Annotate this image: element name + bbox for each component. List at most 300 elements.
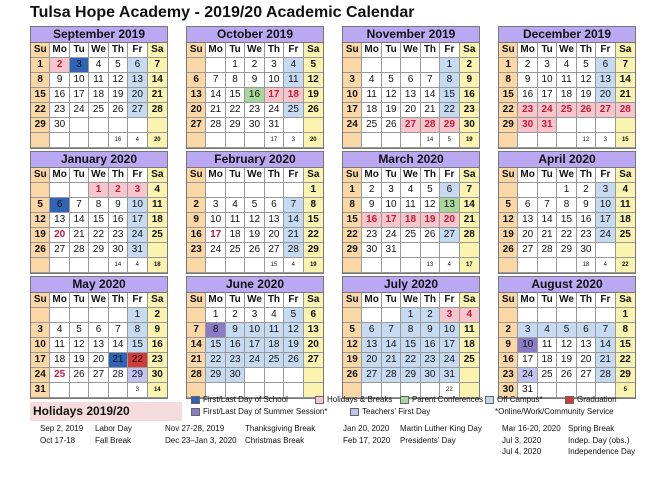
day-cell: 10	[265, 73, 284, 88]
day-cell: 1	[304, 183, 323, 198]
day-cell	[70, 133, 89, 148]
day-cell	[538, 183, 557, 198]
day-cell: 7	[70, 198, 89, 213]
day-cell: 3	[538, 58, 557, 73]
day-cell: 23	[148, 353, 167, 368]
day-cell: 27	[401, 118, 420, 133]
day-cell: 19	[557, 353, 576, 368]
day-cell: 20	[187, 103, 206, 118]
day-cell: 5	[421, 183, 440, 198]
day-cell: 11	[460, 323, 479, 338]
day-cell: 22	[128, 353, 147, 368]
day-cell: 24	[382, 228, 401, 243]
day-cell: 28	[460, 228, 479, 243]
month-title: December 2019	[499, 27, 635, 43]
day-cell	[109, 118, 128, 133]
day-cell: 26	[577, 103, 596, 118]
day-cell: 13	[304, 323, 323, 338]
weekday-header: Th	[265, 168, 284, 183]
holiday-date: Jul 3, 2020	[502, 436, 542, 445]
day-cell	[557, 118, 576, 133]
day-cell: 16	[577, 213, 596, 228]
day-cell	[343, 258, 362, 273]
day-cell: 24	[538, 103, 557, 118]
day-cell: 9	[148, 323, 167, 338]
day-count: 3	[128, 383, 147, 398]
holiday-date: Nov 27-28, 2019	[165, 424, 225, 433]
day-cell: 15	[226, 88, 245, 103]
month-title: July 2020	[343, 277, 479, 293]
day-cell: 9	[50, 73, 69, 88]
day-cell: 10	[596, 198, 615, 213]
weekday-header: We	[557, 168, 576, 183]
day-cell	[596, 243, 615, 258]
weekday-header: Tu	[226, 168, 245, 183]
day-cell: 18	[557, 88, 576, 103]
day-cell: 11	[401, 198, 420, 213]
day-cell: 12	[382, 88, 401, 103]
day-cell	[31, 258, 50, 273]
day-cell	[245, 183, 264, 198]
weekday-header: Mo	[518, 43, 537, 58]
day-cell: 21	[616, 88, 635, 103]
day-cell: 7	[616, 58, 635, 73]
weekday-header: Fr	[128, 43, 147, 58]
weekday-header: Su	[187, 168, 206, 183]
day-cell: 19	[421, 213, 440, 228]
day-cell: 16	[421, 338, 440, 353]
day-cell	[499, 183, 518, 198]
day-cell: 31	[538, 118, 557, 133]
day-cell: 6	[401, 73, 420, 88]
day-cell: 4	[362, 73, 381, 88]
day-cell: 19	[499, 228, 518, 243]
day-cell: 30	[362, 243, 381, 258]
day-cell: 18	[89, 88, 108, 103]
day-cell: 17	[518, 353, 537, 368]
month-title: January 2020	[31, 152, 167, 168]
day-cell: 28	[538, 243, 557, 258]
day-cell: 16	[226, 338, 245, 353]
weekday-header: Mo	[362, 293, 381, 308]
day-cell: 22	[616, 353, 635, 368]
day-cell: 17	[343, 103, 362, 118]
day-cell: 22	[31, 103, 50, 118]
holiday-date: Mar 16-20, 2020	[502, 424, 561, 433]
day-cell	[518, 308, 537, 323]
weekday-header: We	[401, 43, 420, 58]
weekday-header: Su	[31, 43, 50, 58]
day-cell: 4	[148, 183, 167, 198]
day-cell: 12	[109, 73, 128, 88]
weekday-header: Th	[577, 43, 596, 58]
day-cell: 23	[421, 353, 440, 368]
day-cell: 24	[440, 353, 459, 368]
day-cell: 14	[70, 213, 89, 228]
day-cell: 26	[499, 243, 518, 258]
day-cell: 22	[206, 353, 225, 368]
day-cell: 27	[304, 353, 323, 368]
day-cell: 21	[70, 228, 89, 243]
legend-label: *Online/Work/Community Service	[495, 407, 614, 416]
day-cell: 29	[401, 368, 420, 383]
day-cell: 19	[284, 338, 303, 353]
day-cell: 7	[421, 73, 440, 88]
day-cell: 12	[70, 338, 89, 353]
day-cell: 22	[499, 103, 518, 118]
day-cell: 18	[265, 338, 284, 353]
month-october-2019	[186, 26, 324, 149]
day-cell	[499, 258, 518, 273]
day-cell: 1	[616, 308, 635, 323]
day-cell: 20	[596, 88, 615, 103]
day-cell: 27	[89, 368, 108, 383]
day-cell: 1	[128, 308, 147, 323]
day-cell: 12	[284, 323, 303, 338]
day-cell: 29	[128, 368, 147, 383]
day-cell: 23	[518, 103, 537, 118]
weekday-header: Su	[187, 293, 206, 308]
day-cell: 13	[362, 338, 381, 353]
day-cell	[401, 243, 420, 258]
weekday-header: Tu	[382, 293, 401, 308]
day-cell: 24	[206, 243, 225, 258]
day-count: 12	[577, 133, 596, 148]
day-cell: 14	[616, 73, 635, 88]
day-cell: 17	[538, 88, 557, 103]
holiday-date: Feb 17, 2020	[343, 436, 391, 445]
day-cell: 14	[382, 338, 401, 353]
day-cell: 14	[284, 213, 303, 228]
day-cell: 6	[577, 323, 596, 338]
day-cell: 7	[206, 73, 225, 88]
day-cell: 11	[362, 88, 381, 103]
day-cell: 24	[128, 228, 147, 243]
day-cell: 30	[577, 243, 596, 258]
month-grid	[343, 168, 479, 273]
day-cell: 24	[70, 103, 89, 118]
month-may-2020	[30, 276, 168, 399]
day-cell: 9	[460, 73, 479, 88]
day-cell: 23	[245, 103, 264, 118]
day-cell: 6	[89, 323, 108, 338]
day-cell	[343, 133, 362, 148]
day-cell: 6	[362, 323, 381, 338]
day-cell: 10	[245, 323, 264, 338]
day-cell	[265, 368, 284, 383]
day-cell: 22	[89, 228, 108, 243]
legend-label: First/Last Day of Summer Session*	[203, 407, 328, 416]
day-cell: 26	[557, 368, 576, 383]
day-cell	[362, 58, 381, 73]
day-count: 18	[148, 258, 167, 273]
day-cell: 17	[245, 338, 264, 353]
weekday-header: Fr	[128, 168, 147, 183]
day-cell: 13	[265, 213, 284, 228]
day-cell: 20	[518, 228, 537, 243]
day-cell: 20	[304, 338, 323, 353]
day-cell: 13	[518, 213, 537, 228]
day-cell	[109, 308, 128, 323]
day-count: 5	[440, 133, 459, 148]
day-cell: 2	[577, 183, 596, 198]
weekday-header: Th	[109, 293, 128, 308]
month-title: October 2019	[187, 27, 323, 43]
day-count: 15	[265, 258, 284, 273]
day-cell: 12	[557, 338, 576, 353]
weekday-header: Th	[577, 168, 596, 183]
weekday-header: Mo	[518, 293, 537, 308]
day-cell: 6	[50, 198, 69, 213]
day-cell: 12	[245, 213, 264, 228]
month-title: June 2020	[187, 277, 323, 293]
day-cell: 22	[557, 228, 576, 243]
day-cell: 29	[206, 368, 225, 383]
day-cell: 27	[577, 368, 596, 383]
month-grid	[31, 293, 167, 398]
day-cell: 25	[50, 368, 69, 383]
month-december-2019	[498, 26, 636, 149]
month-grid	[343, 43, 479, 148]
day-cell	[382, 58, 401, 73]
day-cell: 16	[50, 88, 69, 103]
holiday-name: Indep. Day (obs.)	[568, 436, 630, 445]
month-title: April 2020	[499, 152, 635, 168]
day-cell: 19	[70, 353, 89, 368]
holiday-date: Dec 23–Jan 3, 2020	[165, 436, 237, 445]
day-cell: 29	[343, 243, 362, 258]
day-cell	[304, 368, 323, 383]
weekday-header: Sa	[460, 43, 479, 58]
day-cell: 4	[401, 183, 420, 198]
day-cell: 14	[109, 338, 128, 353]
holiday-name: Labor Day	[95, 424, 132, 433]
day-cell: 26	[304, 103, 323, 118]
weekday-header: Mo	[50, 43, 69, 58]
legend-first-last	[191, 395, 288, 404]
weekday-header: Mo	[206, 168, 225, 183]
day-cell: 8	[31, 73, 50, 88]
weekday-header: Sa	[304, 293, 323, 308]
day-count: 17	[265, 133, 284, 148]
day-cell	[89, 308, 108, 323]
legend-label: Holidays & Breaks	[327, 395, 393, 404]
day-cell: 26	[245, 243, 264, 258]
day-cell: 20	[128, 88, 147, 103]
weekday-header: Fr	[128, 293, 147, 308]
day-cell: 10	[343, 88, 362, 103]
day-cell	[89, 118, 108, 133]
day-cell: 20	[440, 213, 459, 228]
day-cell: 17	[206, 228, 225, 243]
month-grid	[343, 293, 479, 398]
day-cell	[460, 243, 479, 258]
day-count: 15	[616, 133, 635, 148]
day-cell: 2	[109, 183, 128, 198]
day-cell: 28	[148, 103, 167, 118]
month-title: March 2020	[343, 152, 479, 168]
day-cell: 4	[89, 58, 108, 73]
day-cell: 20	[265, 228, 284, 243]
day-cell: 2	[499, 323, 518, 338]
holiday-date: Jul 4, 2020	[502, 447, 542, 456]
day-cell: 2	[245, 58, 264, 73]
day-cell: 27	[50, 243, 69, 258]
day-cell: 4	[616, 183, 635, 198]
day-cell: 9	[226, 323, 245, 338]
day-cell: 16	[362, 213, 381, 228]
day-cell: 5	[109, 58, 128, 73]
day-cell: 26	[109, 103, 128, 118]
day-cell: 5	[304, 58, 323, 73]
day-cell: 11	[265, 323, 284, 338]
weekday-header: Mo	[50, 168, 69, 183]
day-cell	[187, 258, 206, 273]
weekday-header: Th	[421, 293, 440, 308]
day-cell: 21	[538, 228, 557, 243]
day-cell: 2	[362, 183, 381, 198]
weekday-header: Tu	[382, 168, 401, 183]
day-cell	[382, 308, 401, 323]
day-cell: 5	[31, 198, 50, 213]
weekday-header: Su	[343, 293, 362, 308]
day-cell	[187, 58, 206, 73]
day-cell: 24	[245, 353, 264, 368]
weekday-header: Sa	[616, 293, 635, 308]
day-cell: 16	[460, 88, 479, 103]
day-count: 4	[128, 133, 147, 148]
day-cell: 21	[187, 353, 206, 368]
day-cell: 12	[31, 213, 50, 228]
weekday-header: Th	[265, 43, 284, 58]
day-cell	[304, 118, 323, 133]
day-cell: 1	[206, 308, 225, 323]
day-cell: 28	[616, 103, 635, 118]
day-cell: 3	[245, 308, 264, 323]
day-cell: 6	[304, 308, 323, 323]
day-cell: 3	[518, 323, 537, 338]
day-cell: 16	[499, 353, 518, 368]
day-cell: 8	[616, 323, 635, 338]
legend-graduation	[565, 395, 617, 404]
day-cell: 5	[577, 58, 596, 73]
day-cell: 23	[226, 353, 245, 368]
day-cell	[187, 183, 206, 198]
day-cell	[362, 308, 381, 323]
day-cell: 11	[148, 198, 167, 213]
day-cell: 12	[577, 73, 596, 88]
day-cell: 11	[538, 338, 557, 353]
weekday-header: Fr	[284, 293, 303, 308]
weekday-header: We	[245, 168, 264, 183]
day-cell: 8	[226, 73, 245, 88]
day-cell: 25	[89, 103, 108, 118]
day-cell: 29	[557, 243, 576, 258]
day-cell: 1	[31, 58, 50, 73]
weekday-header: Mo	[206, 293, 225, 308]
day-cell: 18	[460, 338, 479, 353]
day-cell	[343, 58, 362, 73]
day-cell: 23	[187, 243, 206, 258]
legend-label: Parent Conferences	[412, 395, 484, 404]
day-cell	[362, 258, 381, 273]
day-cell	[401, 58, 420, 73]
day-cell: 16	[187, 228, 206, 243]
day-cell: 4	[460, 308, 479, 323]
day-cell	[538, 308, 557, 323]
day-cell: 17	[596, 213, 615, 228]
holiday-name: Thanksgiving Break	[245, 424, 316, 433]
day-cell: 28	[284, 243, 303, 258]
day-cell: 30	[421, 368, 440, 383]
weekday-header: Mo	[362, 168, 381, 183]
month-title: February 2020	[187, 152, 323, 168]
weekday-header: Fr	[440, 168, 459, 183]
day-cell: 18	[401, 213, 420, 228]
page-title: Tulsa Hope Academy - 2019/20 Academic Calendar	[30, 4, 415, 21]
weekday-header: Su	[499, 168, 518, 183]
legend-note	[495, 407, 614, 416]
day-cell: 11	[557, 73, 576, 88]
weekday-header: We	[401, 293, 420, 308]
day-cell: 17	[128, 213, 147, 228]
day-cell	[206, 183, 225, 198]
day-cell: 18	[226, 228, 245, 243]
weekday-header: Su	[499, 43, 518, 58]
day-cell	[31, 183, 50, 198]
weekday-header: Mo	[518, 168, 537, 183]
day-cell: 4	[557, 58, 576, 73]
day-cell: 31	[31, 383, 50, 398]
day-cell: 31	[265, 118, 284, 133]
day-cell: 31	[382, 243, 401, 258]
holiday-name: Independence Day	[568, 447, 636, 456]
day-cell: 7	[538, 198, 557, 213]
day-cell: 21	[421, 103, 440, 118]
day-cell: 9	[421, 323, 440, 338]
day-cell	[557, 133, 576, 148]
weekday-header: We	[401, 168, 420, 183]
day-cell	[538, 133, 557, 148]
weekday-header: Tu	[70, 168, 89, 183]
day-cell: 15	[616, 338, 635, 353]
month-title: August 2020	[499, 277, 635, 293]
day-cell	[245, 368, 264, 383]
day-cell: 30	[109, 243, 128, 258]
holiday-name: Christmas Break	[245, 436, 305, 445]
day-count: 4	[128, 258, 147, 273]
day-cell: 15	[31, 88, 50, 103]
day-cell: 5	[499, 198, 518, 213]
day-cell: 23	[50, 103, 69, 118]
day-cell: 3	[596, 183, 615, 198]
weekday-header: We	[89, 43, 108, 58]
day-cell: 28	[187, 368, 206, 383]
weekday-header: Su	[343, 43, 362, 58]
day-cell: 8	[401, 323, 420, 338]
day-cell: 25	[538, 368, 557, 383]
day-cell: 13	[577, 338, 596, 353]
day-cell: 29	[89, 243, 108, 258]
holiday-name: Martin Luther King Day	[400, 424, 482, 433]
legend-teachers	[350, 407, 430, 416]
day-cell: 25	[362, 118, 381, 133]
day-cell: 25	[616, 228, 635, 243]
day-cell: 8	[206, 323, 225, 338]
day-cell: 9	[362, 198, 381, 213]
day-cell: 1	[499, 58, 518, 73]
day-cell: 18	[362, 103, 381, 118]
